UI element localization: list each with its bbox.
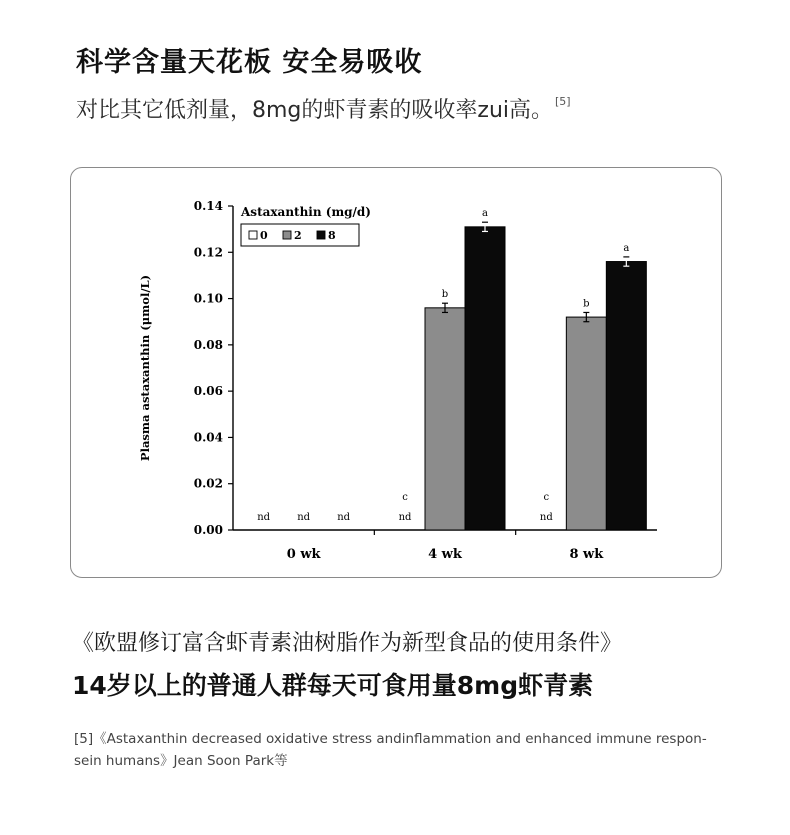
bar-2-1 [425,308,465,530]
legend-swatch-2 [283,231,291,239]
chart-card [70,167,722,578]
legend-title: Astaxanthin (mg/d) [241,205,371,219]
data-label: c [402,492,408,503]
legend-label: 8 [328,229,336,242]
y-axis-label: Plasma astaxanthin (μmol/L) [138,274,152,462]
data-label: c [543,492,550,503]
legend-label: 2 [294,229,302,242]
data-label: a [623,242,630,254]
legend-label: 0 [260,229,268,242]
data-label: nd [398,512,412,523]
data-label: b [441,289,449,301]
y-tick-label: 0.02 [193,476,223,491]
data-label: nd [337,512,351,523]
bar-8-1 [465,227,505,530]
y-tick-label: 0.10 [193,291,223,306]
x-tick-label: 4 wk [428,547,462,562]
x-tick-label: 0 wk [286,547,321,562]
headline: 科学含量天花板 安全易吸收 [76,47,423,78]
data-label: nd [257,512,271,523]
y-tick-label: 0.08 [193,337,223,352]
data-label: b [583,298,590,310]
y-tick-label: 0.00 [193,523,223,537]
dosage-claim: 14岁以上的普通人群每天可食用量8mg虾青素 [72,671,594,700]
legend-swatch-8 [317,231,325,239]
reference-note: [5]《Astaxanthin decreased oxidative stress andinflammation and enhanced immune respon-sein humans》Jean Soon Park等 [74,731,707,769]
y-tick-label: 0.06 [193,384,223,399]
data-label: nd [297,512,311,523]
y-tick-label: 0.12 [193,245,223,260]
x-tick-label: 8 wk [569,547,604,562]
y-tick-label: 0.04 [193,430,223,445]
subline-reference: [5] [555,95,571,108]
bar-2-2 [566,317,606,530]
bar-8-2 [606,262,646,530]
legend-swatch-0 [249,231,257,239]
bar-chart [71,168,723,579]
regulation-title: 《欧盟修订富含虾青素油树脂作为新型食品的使用条件》 [72,631,623,656]
subline-text: 对比其它低剂量，8mg的虾青素的吸收率zui高。 [76,98,553,123]
subline [76,93,571,124]
y-tick-label: 0.14 [193,199,223,213]
data-label: nd [539,512,553,523]
data-label: a [482,208,488,220]
